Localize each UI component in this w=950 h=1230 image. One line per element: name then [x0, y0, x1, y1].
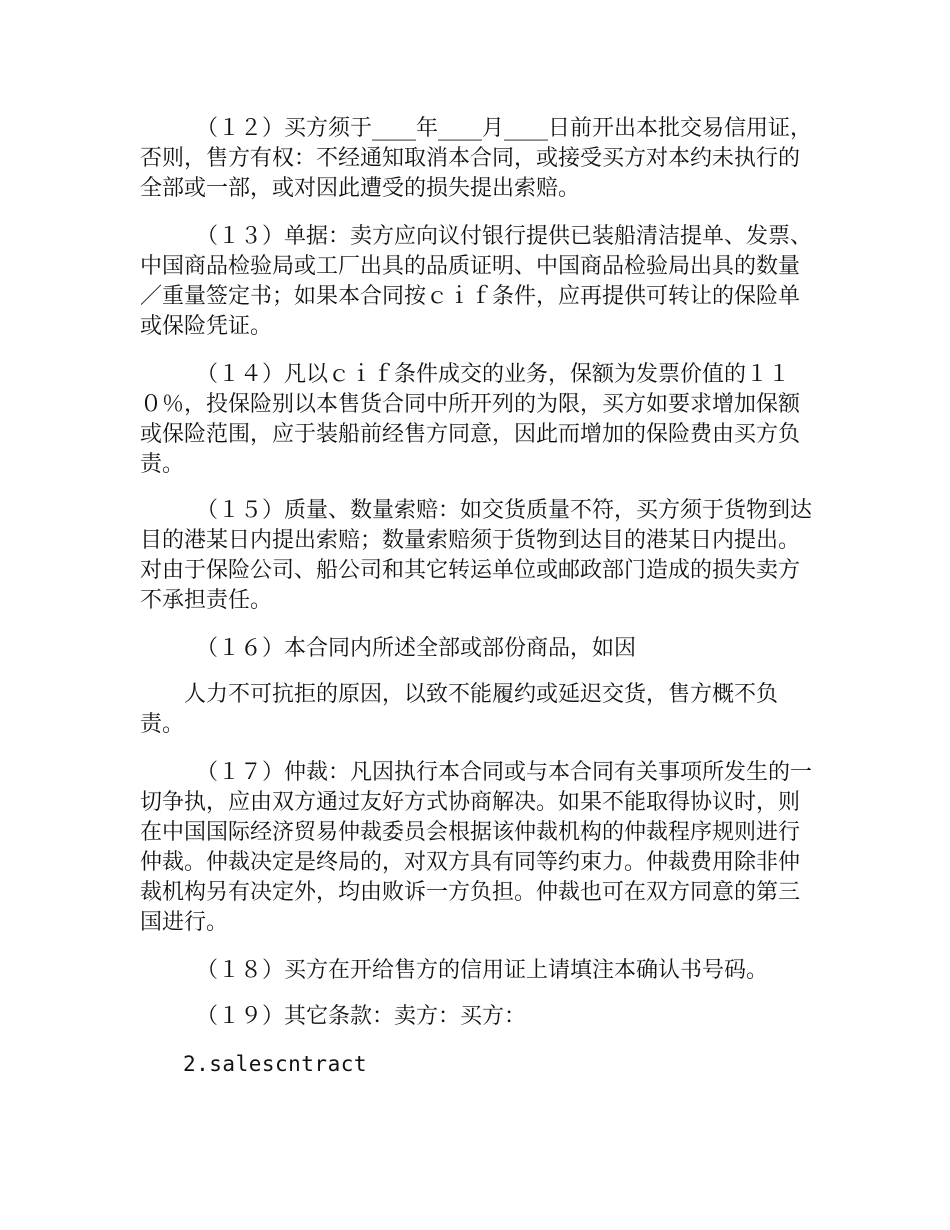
paragraph-13: （１３）单据：卖方应向议付银行提供已装船清洁提单、发票、中国商品检验局或工厂出具的品质证明、中国商品检验局出具的数量／重量签定书；如果本合同按ｃｉｆ条件，应再提供可转让的保险单或保险凭证。: [140, 224, 813, 339]
paragraph-16: （１６）本合同内所述全部或部份商品，如因: [196, 636, 637, 661]
paragraph-15: （１５）质量、数量索赔：如交货质量不符，买方须于货物到达目的港某日内提出索赔；数量索赔须于货物到达目的港某日内提出。对由于保险公司、船公司和其它转运单位或邮政部门造成的损失卖方不承担责任。: [140, 498, 813, 613]
paragraph-19: （１９）其它条款：卖方：买方：: [196, 1004, 527, 1029]
paragraph-14: （１４）凡以ｃｉｆ条件成交的业务，保额为发票价值的１１０％，投保险别以本售货合同中所开列的为限，买方如要求增加保额或保险范围，应于装船前经售方同意，因此而增加的保险费由买方负责。: [140, 362, 801, 477]
paragraph-16-continued: 人力不可抗拒的原因，以致不能履约或延迟交货，售方概不负责。: [140, 682, 779, 737]
paragraph-18: （１８）买方在开给售方的信用证上请填注本确认书号码。: [196, 958, 769, 983]
list-item-sales-contract: 2.salescntract: [183, 1052, 368, 1076]
paragraph-12: （１２）买方须于____年____月____日前开出本批交易信用证，否则，售方有权：不经通知取消本合同，或接受买方对本约未执行的全部或一部，或对因此遭受的损失提出索赔。: [140, 116, 813, 201]
paragraph-17: （１７）仲裁：凡因执行本合同或与本合同有关事项所发生的一切争执，应由双方通过友好方式协商解决。如果不能取得协议时，则在中国国际经济贸易仲裁委员会根据该仲裁机构的仲裁程序规则进行仲裁。仲裁决定是终局的，对双方具有同等约束力。仲裁费用除非仲裁机构另有决定外，均由败诉一方负担。仲裁也可在双方同意的第三国进行。: [140, 760, 813, 935]
